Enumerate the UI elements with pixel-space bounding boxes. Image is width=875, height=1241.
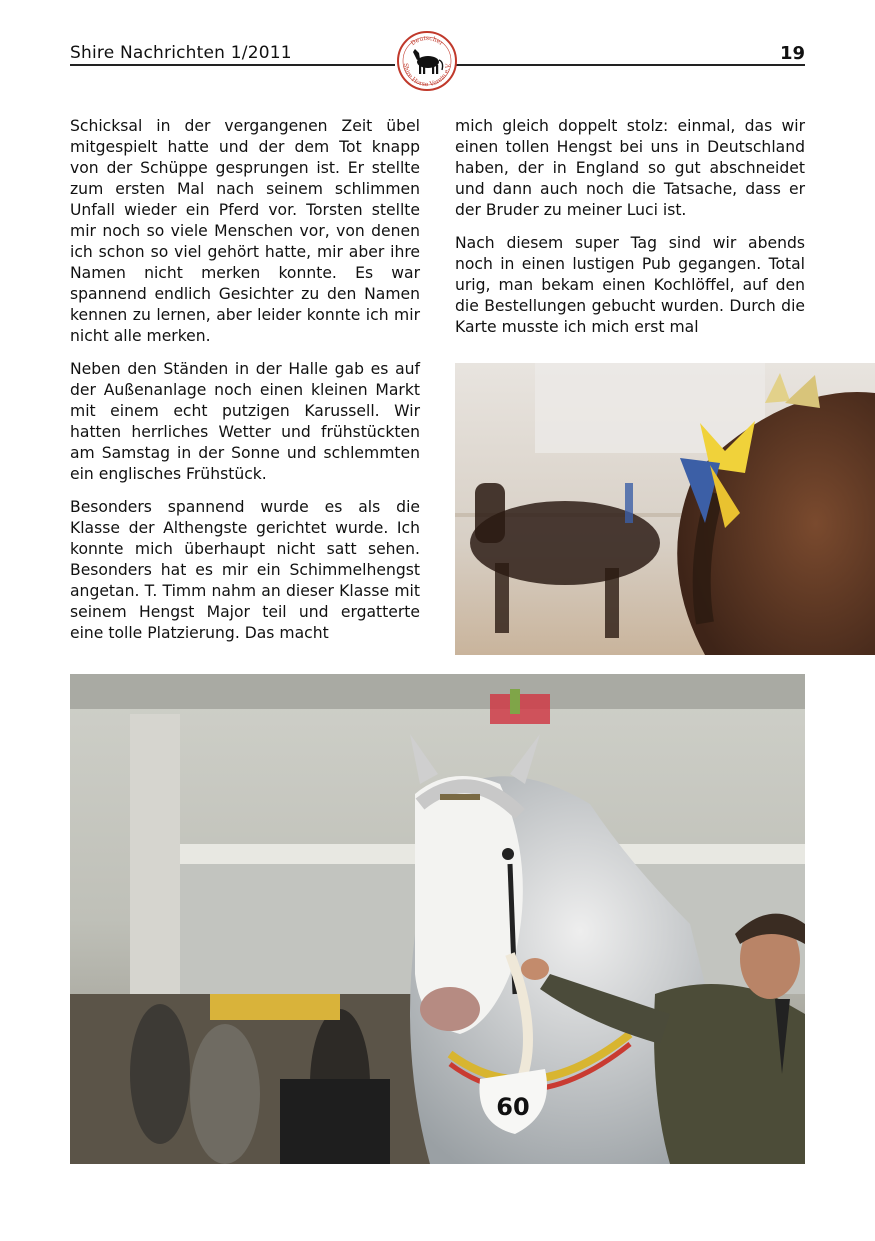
paragraph: Schicksal in der vergangenen Zeit übel mitgespielt hatte und der dem Tot knapp von der Schüppe gesprungen ist. Er stellte zum ersten Mal nach seinem schlimmen Unfall wieder ein Pferd vor. Torsten stellte mir noch so viele Menschen vor, von denen ich schon so viel gehört hatte, mir aber ihre Namen nicht merken konnte. Es war spannend endlich Gesichter zu den Namen kennen zu lernen, aber leider konnte ich mir nicht alle merken. <box>70 117 420 345</box>
paragraph: Besonders spannend wurde es als die Klasse der Althengste gerichtet wurde. Ich konnte mich überhaupt nicht satt sehen. Besonders hat es mir ein Schimmelhengst angetan. T. Timm nahm an dieser Klasse mit seinem Hengst Major teil und ergatterte eine tolle Platzierung. Das macht <box>70 498 420 642</box>
logo-top-text: Deutscher <box>409 34 445 48</box>
header-title: Shire Nachrichten 1/2011 <box>70 43 292 63</box>
horse-number-tag: 60 <box>496 1093 530 1121</box>
page-number: 19 <box>779 43 805 64</box>
article-right-column <box>455 116 805 350</box>
paragraph: mich gleich doppelt stolz: einmal, das wir einen tollen Hengst bei uns in Deutschland haben, der in England so gut abschneidet und dann auch noch die Tatsache, dass er der Bruder zu meiner Luci ist. <box>455 117 805 219</box>
logo-bottom-text: Shire Horse Verein e.V. <box>401 62 453 89</box>
paragraph: Neben den Ständen in der Halle gab es auf der Außenanlage noch einen kleinen Markt mit einem echt putzigen Karussell. Wir hatten herrliches Wetter und frühstückten am Samstag in der Sonne und schlemmten ein englisches Frühstück. <box>70 360 420 483</box>
header-rule-right <box>456 64 805 66</box>
club-logo <box>396 30 458 92</box>
photo-grey-stallion <box>70 674 805 1164</box>
header-rule-left <box>70 64 395 66</box>
article-left-column <box>70 116 420 656</box>
paragraph: Nach diesem super Tag sind wir abends noch in einen lustigen Pub gegangen. Total urig, man bekam einen Kochlöffel, auf den die Bestellungen gebucht wurden. Durch die Karte musste ich mich erst mal <box>455 234 805 336</box>
photo-braided-mane <box>455 363 875 655</box>
